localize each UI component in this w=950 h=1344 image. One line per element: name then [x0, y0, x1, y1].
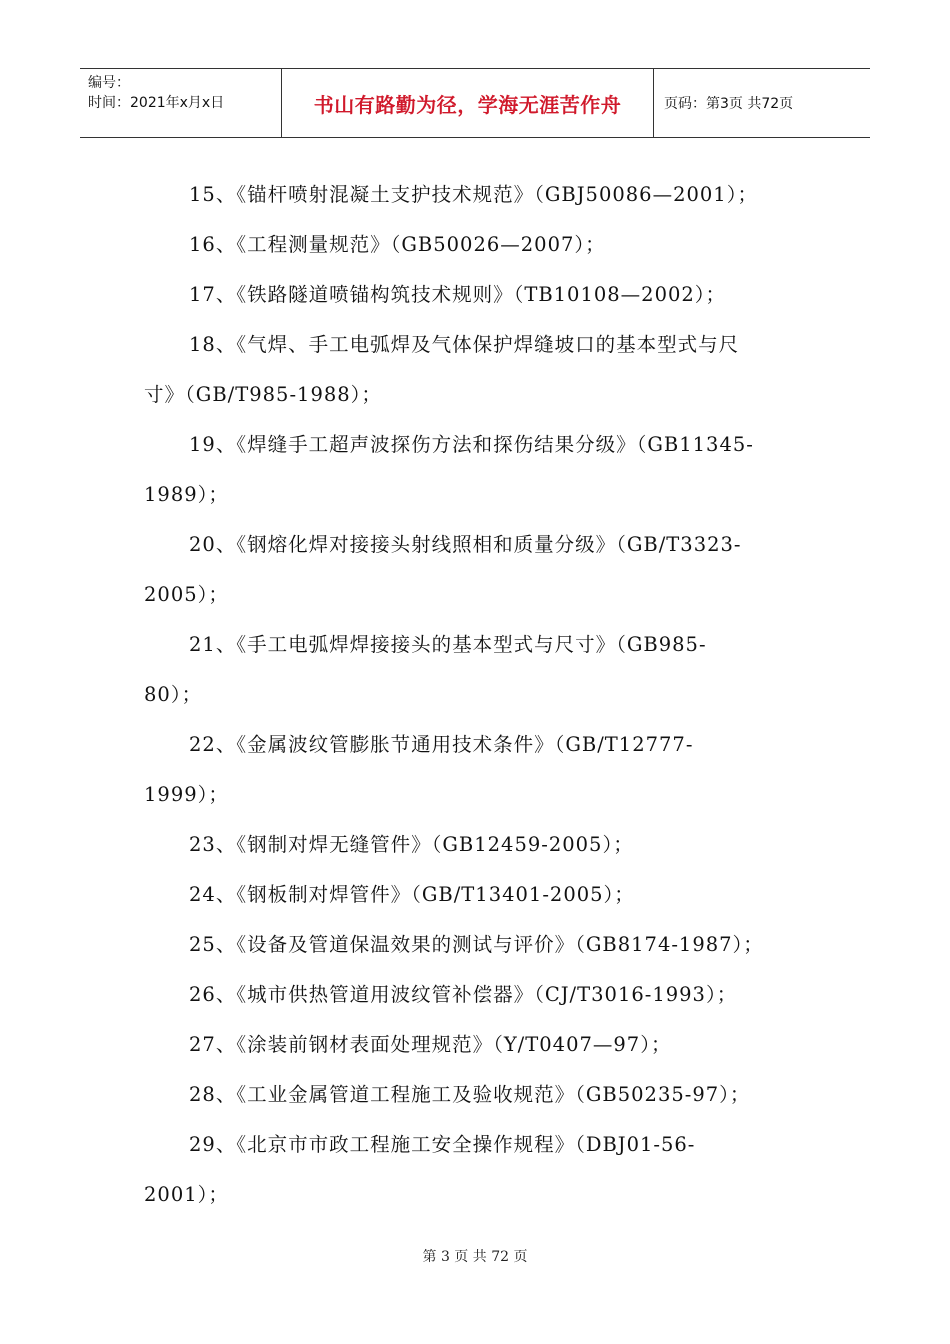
- entry-line: 28、《工业金属管道工程施工及验收规范》（GB50235-97）；: [189, 1083, 751, 1106]
- entry-line: 16、《工程测量规范》（GB50026—2007）；: [189, 233, 606, 256]
- entry-line: 18、《气焊、手工电弧焊及气体保护焊缝坡口的基本型式与尺: [189, 333, 740, 356]
- entry-continuation: 2001）；: [144, 1183, 229, 1206]
- list-item: [144, 1070, 808, 1120]
- list-item: [144, 620, 808, 720]
- entry-continuation: 寸》（GB/T985-1988）；: [144, 383, 382, 406]
- header-meta: [80, 69, 282, 137]
- entry-line: 15、《锚杆喷射混凝土支护技术规范》（GBJ50086—2001）；: [189, 183, 758, 206]
- entry-line: 25、《设备及管道保温效果的测试与评价》（GB8174-1987）；: [189, 933, 764, 956]
- list-item: [144, 720, 808, 820]
- document-time-label: 时间：2021年x月x日: [88, 95, 225, 111]
- list-item: [144, 170, 808, 220]
- entry-line: 17、《铁路隧道喷锚构筑技术规则》（TB10108—2002）；: [189, 283, 727, 306]
- list-item: [144, 920, 808, 970]
- entry-line: 24、《钢板制对焊管件》（GB/T13401-2005）；: [189, 883, 635, 906]
- header-motto: 书山有路勤为径，学海无涯苦作舟: [313, 92, 622, 117]
- list-item: [144, 1020, 808, 1070]
- page-footer: [0, 1246, 950, 1266]
- list-item: [144, 820, 808, 870]
- entry-line: 23、《钢制对焊无缝管件》（GB12459-2005）；: [189, 833, 634, 856]
- entry-continuation: 2005）；: [144, 583, 229, 606]
- list-item: [144, 270, 808, 320]
- entry-line: 19、《焊缝手工超声波探伤方法和探伤结果分级》（GB11345-: [189, 433, 754, 456]
- header-page-info-cell: [654, 69, 870, 137]
- entry-line: 26、《城市供热管道用波纹管补偿器》（CJ/T3016-1993）；: [189, 983, 738, 1006]
- document-number-label: 编号：: [88, 75, 130, 91]
- standards-list: [144, 170, 808, 1220]
- list-item: [144, 420, 808, 520]
- page-header: [80, 68, 870, 138]
- list-item: [144, 870, 808, 920]
- list-item: [144, 970, 808, 1020]
- entry-line: 22、《金属波纹管膨胀节通用技术条件》（GB/T12777-: [189, 733, 694, 756]
- header-motto-cell: [282, 69, 654, 137]
- entry-line: 27、《涂装前钢材表面处理规范》（Y/T0407—97）；: [189, 1033, 672, 1056]
- entry-continuation: 1999）；: [144, 783, 229, 806]
- entry-continuation: 80）；: [144, 683, 203, 706]
- entry-line: 20、《钢熔化焊对接接头射线照相和质量分级》（GB/T3323-: [189, 533, 742, 556]
- footer-page-number: 第 3 页 共 72 页: [422, 1249, 528, 1265]
- list-item: [144, 220, 808, 270]
- entry-continuation: 1989）；: [144, 483, 229, 506]
- list-item: [144, 320, 808, 420]
- list-item: [144, 520, 808, 620]
- entry-line: 29、《北京市市政工程施工安全操作规程》（DBJ01-56-: [189, 1133, 696, 1156]
- list-item: [144, 1120, 808, 1220]
- entry-line: 21、《手工电弧焊焊接接头的基本型式与尺寸》（GB985-: [189, 633, 707, 656]
- header-page-info: 页码：第3页 共72页: [664, 96, 794, 112]
